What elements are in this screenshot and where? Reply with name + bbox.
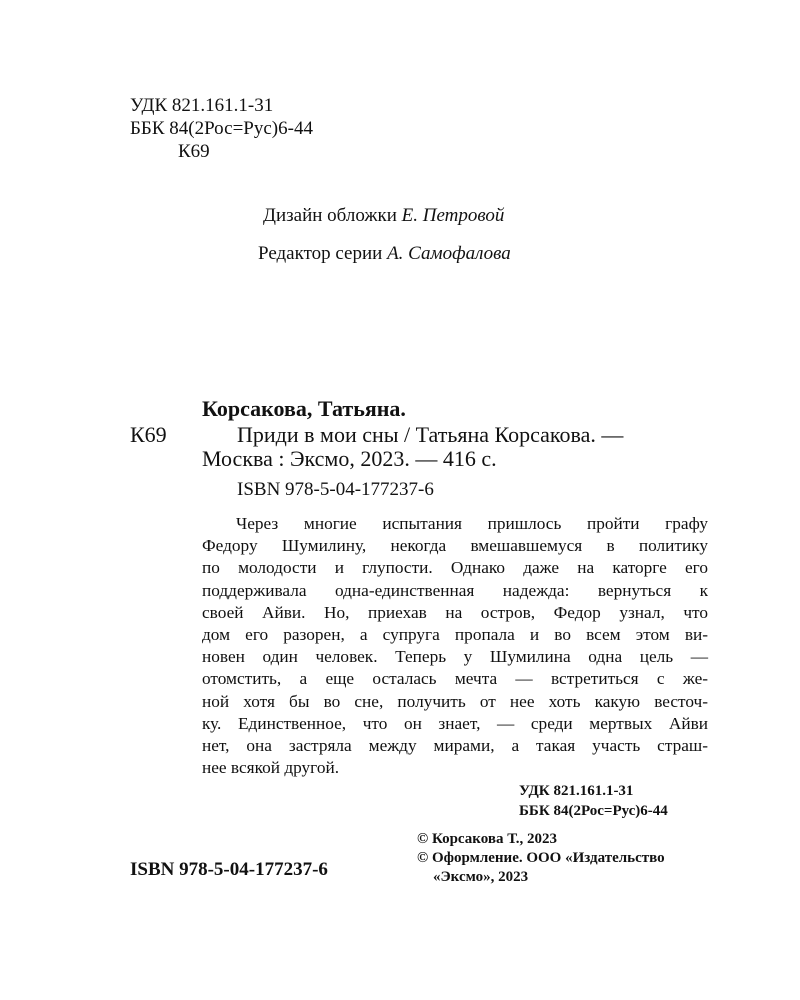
author-mark-record: К69 (130, 422, 167, 447)
series-editor-name: А. Самофалова (387, 243, 511, 264)
author-mark-top: К69 (178, 141, 210, 162)
cover-designer-name: Е. Петровой (401, 205, 505, 226)
annotation-line: нее всякой другой. (202, 758, 340, 778)
annotation-line: ной хотя бы во сне, получить от нее хоть какую весточ- (202, 691, 708, 711)
annotation-paragraph (202, 513, 708, 779)
annotation-line: Федору Шумилину, некогда вмешавшемуся в политику (202, 536, 708, 556)
book-author: Корсакова, Татьяна. (202, 396, 406, 421)
series-editor-credit (258, 243, 511, 265)
udk-bottom: УДК 821.161.1-31 (519, 783, 634, 799)
annotation-line: новен один человек. Теперь у Шумилина одна цель — (202, 647, 708, 667)
annotation-line: Через многие испытания пришлось пройти графу (236, 514, 708, 533)
cover-design-label: Дизайн обложки (263, 205, 397, 226)
bbk-top: ББК 84(2Рос=Рус)6-44 (130, 118, 313, 139)
series-editor-label: Редактор серии (258, 243, 383, 264)
isbn-bottom: ISBN 978-5-04-177237-6 (130, 859, 328, 880)
book-title-line: Приди в мои сны / Татьяна Корсакова. — (237, 422, 624, 447)
annotation-line: своей Айви. Но, приехав на остров, Федор узнал, что (202, 602, 708, 622)
copyright-publisher: «Эксмо», 2023 (433, 869, 529, 885)
cover-design-credit (263, 205, 504, 227)
annotation-line: по молодости и глупости. Однако даже на каторге его (202, 558, 708, 578)
isbn-record: ISBN 978-5-04-177237-6 (237, 479, 434, 500)
annotation-line: поддерживала одна-единственная надежда: вернуться к (202, 580, 708, 600)
annotation-line: нет, она застряла между мирами, а такая участь страш- (202, 736, 708, 756)
copyright-design: © Оформление. ООО «Издательство (417, 850, 665, 866)
book-imprint-line: Москва : Эксмо, 2023. — 416 с. (202, 446, 497, 471)
copyright-author: © Корсакова Т., 2023 (417, 831, 557, 847)
bbk-bottom: ББК 84(2Рос=Рус)6-44 (519, 803, 668, 819)
annotation-line: дом его разорен, а супруга пропала и во всем этом ви- (202, 625, 708, 645)
udk-top: УДК 821.161.1-31 (130, 95, 274, 116)
annotation-line: отомстить, а еще осталась мечта — встретиться с же- (202, 669, 708, 689)
annotation-line: ку. Единственное, что он знает, — среди мертвых Айви (202, 713, 708, 733)
